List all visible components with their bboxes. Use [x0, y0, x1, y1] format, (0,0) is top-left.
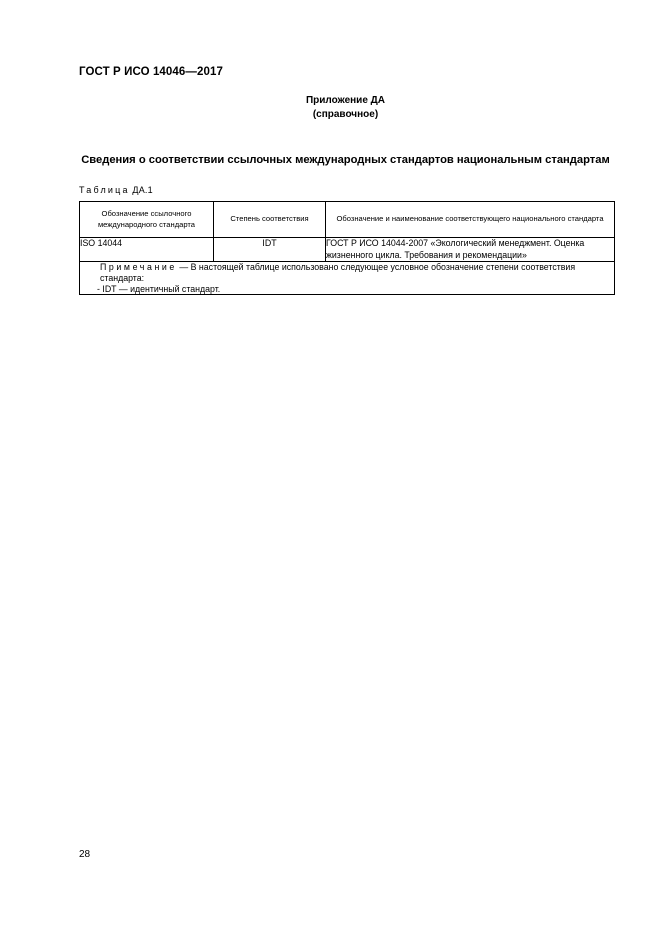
annex-heading: [0, 94, 661, 122]
header-ref-standard: Обозначение ссылочного международного стандарта: [80, 202, 214, 238]
standard-header: ГОСТ Р ИСО 14046—2017: [79, 66, 224, 78]
page-number: 28: [79, 849, 91, 860]
cell-degree: IDT: [214, 238, 326, 262]
note-item: - IDT — идентичный стандарт.: [97, 283, 221, 294]
table-caption-number: ДА.1: [132, 185, 153, 195]
table-note-row: [80, 262, 615, 295]
section-title: [0, 154, 661, 166]
section-title-text: Сведения о соответствии ссылочных международных стандартов национальным стандартам: [81, 154, 610, 166]
annex-subtitle: (справочное): [312, 109, 379, 120]
note-label: Примечание: [100, 262, 177, 272]
note-text: — В настоящей таблице использовано следующее условное обозначение степени соответствия стандарта:: [100, 262, 576, 283]
table-caption: [79, 185, 153, 195]
table-header-row: [80, 202, 615, 238]
cell-national-standard: ГОСТ Р ИСО 14044-2007 «Экологический менеджмент. Оценка жизненного цикла. Требования и рекомендации»: [326, 238, 615, 262]
header-degree: Степень соответствия: [214, 202, 326, 238]
annex-title: Приложение ДА: [305, 95, 386, 106]
note-paragraph: [80, 262, 614, 284]
table-row: [80, 238, 615, 262]
cell-ref-standard: ISO 14044: [80, 238, 214, 262]
table-note: [80, 262, 615, 295]
correspondence-table: [79, 201, 615, 295]
header-national-standard: Обозначение и наименование соответствующего национального стандарта: [326, 202, 615, 238]
table-caption-word: Таблица: [79, 185, 130, 195]
